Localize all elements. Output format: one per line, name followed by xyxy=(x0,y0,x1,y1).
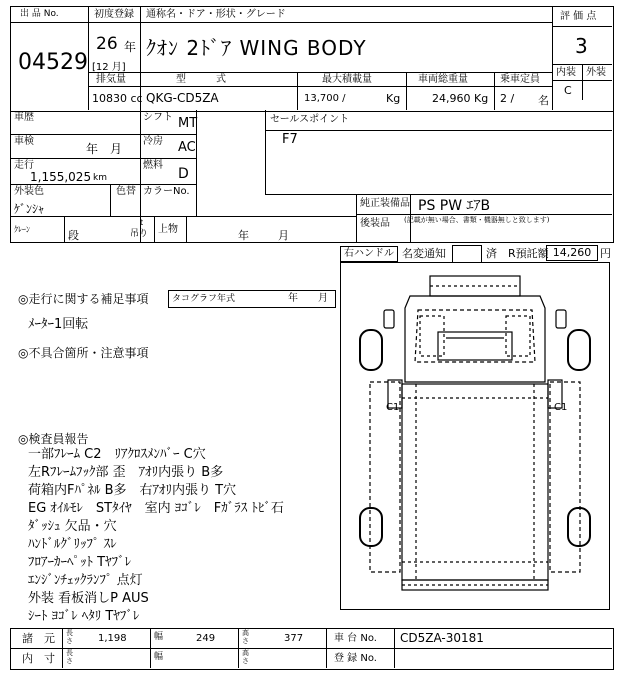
report-line: ｴﾝｼﾞﾝﾁｪｯｸﾗﾝﾌﾟ 点灯 xyxy=(28,573,143,588)
report-line: ﾀﾞｯｼｭ 欠品・穴 xyxy=(28,519,117,534)
in-width-label: 幅 xyxy=(154,652,164,662)
chassis-label: 車 台 No. xyxy=(334,633,377,644)
interior-label: 内装 xyxy=(556,67,576,78)
exterior-label: 外装 xyxy=(586,67,606,78)
sales-point-value: F7 xyxy=(282,132,298,147)
width-value: 249 xyxy=(196,633,216,644)
report-line: 荷箱内Fﾊﾟﾈﾙ B多 右ｱｵﾘ内張り T穴 xyxy=(28,483,237,498)
gross-label: 車両総重量 xyxy=(418,74,468,85)
score-value: 3 xyxy=(575,34,588,58)
color-label: 外装色 xyxy=(14,186,44,197)
inspector-report xyxy=(28,446,284,626)
crane-stage: 段 xyxy=(68,229,79,242)
color-value: ｹﾞﾝｼｬ xyxy=(14,202,45,216)
reg-year: 26 xyxy=(96,34,118,54)
crane-hang: 吊り xyxy=(130,229,149,239)
fuel-label: 燃料 xyxy=(143,160,163,171)
report-line: ﾌﾛｱｰｶｰﾍﾟｯﾄ Tﾔﾌﾞﾚ xyxy=(28,555,132,570)
interior-dims-label: 内 寸 xyxy=(22,652,55,665)
lot-number: 04529 xyxy=(18,50,88,75)
shift-label: シフト xyxy=(143,112,173,123)
height-label: 高さ xyxy=(242,629,249,645)
capacity-label: 乗車定員 xyxy=(500,74,540,85)
name-label: 通称名・ドア・形状・グレード xyxy=(146,9,286,20)
tacho-month: 月 xyxy=(318,293,328,304)
aftermarket-label: 後装品 xyxy=(360,218,390,229)
load-label: 最大積載量 xyxy=(322,74,372,85)
capacity-unit: 名 xyxy=(538,94,549,107)
tacho-year: 年 xyxy=(288,293,298,304)
interior-grade: C xyxy=(564,84,572,97)
model-label: 型 式 xyxy=(176,74,226,85)
reg-year-unit: 年 xyxy=(124,40,137,54)
chassis-value: CD5ZA-30181 xyxy=(400,631,484,645)
equipment-value: PS PW ｴｱB xyxy=(418,198,491,214)
ac-value: AC xyxy=(178,140,196,155)
in-height-label: 高さ xyxy=(242,649,249,665)
inspection-value: 年 月 xyxy=(86,142,123,156)
mileage-unit: km xyxy=(93,173,107,183)
displacement-label: 排気量 xyxy=(96,74,126,85)
name-change-box xyxy=(452,245,482,263)
truck-outline xyxy=(340,262,610,610)
load-unit: Kg xyxy=(386,92,401,105)
mileage-value: 1,155,025 xyxy=(30,170,92,184)
tax-unit: 円 xyxy=(600,247,611,260)
driving-notes-title: ◎走行に関する補足事項 xyxy=(18,292,149,306)
inspector-title: ◎検査員報告 xyxy=(18,432,89,446)
mileage-label: 走行 xyxy=(14,160,34,171)
equipment-label: 純正装備品 xyxy=(360,198,410,209)
shift-value: MT xyxy=(178,116,198,131)
history-label: 車歴 xyxy=(14,112,34,123)
inspection-label: 車検 xyxy=(14,136,34,147)
damage-mark-right: C1 xyxy=(554,402,568,413)
color-change-label: 色替 xyxy=(116,186,136,197)
in-length-label: 長さ xyxy=(66,649,73,665)
height-value: 377 xyxy=(284,633,304,644)
top-label: 上物 xyxy=(158,224,178,235)
first-reg-label: 初度登録 xyxy=(94,9,134,20)
report-line: ｼｰﾄ ﾖｺﾞﾚ ﾍﾀﾘ Tﾔﾌﾞﾚ xyxy=(28,609,140,624)
load-value: 13,700 / xyxy=(304,93,346,104)
reg-month: [12 月] xyxy=(92,62,126,73)
aftermarket-note: (記載が無い場合、書類・機器無しと致します) xyxy=(404,216,550,224)
length-value: 1,198 xyxy=(98,633,127,644)
tax-amount: 14,260 xyxy=(546,245,598,261)
top-year: 年 xyxy=(238,229,249,242)
gross-value: 24,960 Kg xyxy=(432,92,489,105)
displacement-value: 10830 cc xyxy=(92,92,143,105)
top-month: 月 xyxy=(278,229,289,242)
tacho-label: タコグラフ年式 xyxy=(172,294,236,304)
defects-title: ◎不具合箇所・注意事項 xyxy=(18,346,149,360)
crane-label: ｸﾚｰﾝ xyxy=(14,225,30,234)
width-label: 幅 xyxy=(154,632,164,642)
dims-label: 諸 元 xyxy=(22,632,55,645)
name-change-label: 名変通知 xyxy=(402,247,446,260)
report-line: 一部ﾌﾚｰﾑ C2 ﾘｱｸﾛｽﾒﾝﾊﾞｰ C穴 xyxy=(28,447,206,462)
capacity-value: 2 / xyxy=(500,92,515,105)
report-line: 外装 看板消しP AUS xyxy=(28,591,149,606)
car-name: ｸｵﾝ 2ﾄﾞｱ WING BODY xyxy=(146,36,367,60)
fuel-value: D xyxy=(178,166,189,182)
meter-note: ﾒｰﾀｰ1回転 xyxy=(28,317,89,332)
color-code-label: カラーNo. xyxy=(143,186,190,197)
crane-t: t xyxy=(140,218,144,227)
truck-diagram xyxy=(340,262,610,610)
tax-label: 済 R預託額 xyxy=(486,247,549,260)
damage-mark-left: C1 xyxy=(386,402,400,413)
ac-label: 冷房 xyxy=(143,136,163,147)
lot-label: 出 品 No. xyxy=(20,9,59,19)
report-line: 左Rﾌﾚｰﾑﾌｯｸ部 歪 ｱｵﾘ内張り B多 xyxy=(28,465,224,480)
length-label: 長さ xyxy=(66,629,73,645)
report-line: EG ｵｲﾙﾓﾚ STﾀｲﾔ 室内 ﾖｺﾞﾚ Fｶﾞﾗｽ ﾄﾋﾞ石 xyxy=(28,501,284,516)
rhd-badge: 右ハンドル xyxy=(340,246,398,262)
reg-no-label: 登 録 No. xyxy=(334,653,377,664)
sales-point-label: セールスポイント xyxy=(270,114,350,125)
report-line: ﾊﾝﾄﾞﾙｸﾞﾘｯﾌﾟ ｽﾚ xyxy=(28,537,117,552)
model-code: QKG-CD5ZA xyxy=(146,91,219,105)
score-label: 評 価 点 xyxy=(560,11,597,22)
